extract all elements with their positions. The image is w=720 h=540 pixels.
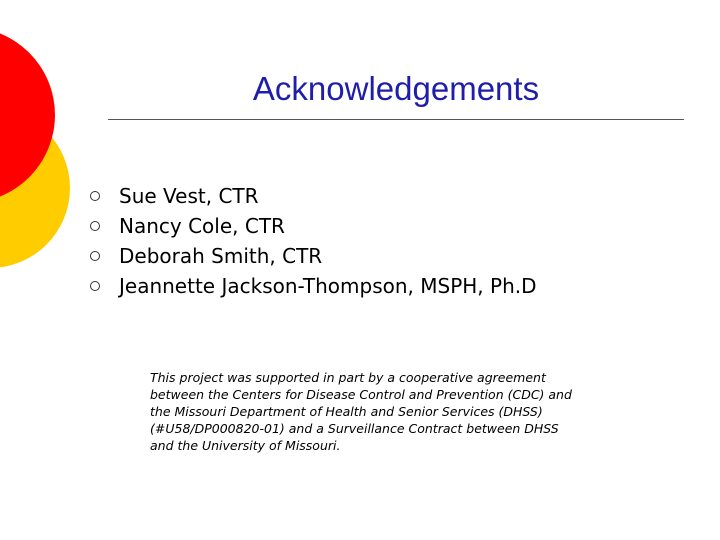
- note-line: and the University of Missouri.: [150, 438, 341, 453]
- note-line: (#U58/DP000820-01) and a Surveillance Contract between DHSS: [150, 421, 559, 436]
- funding-note: [150, 369, 640, 454]
- slide-title: Acknowledgements: [252, 70, 540, 107]
- hollow-bullet-icon: [90, 221, 100, 231]
- list-item-label: Deborah Smith, CTR: [119, 244, 323, 268]
- red-circle: [0, 27, 55, 203]
- note-line: between the Centers for Disease Control and Prevention (CDC) and: [150, 387, 572, 402]
- acknowledgement-list: [90, 181, 537, 301]
- list-item-label: Nancy Cole, CTR: [119, 214, 285, 238]
- hollow-bullet-icon: [90, 251, 100, 261]
- list-item: [90, 271, 537, 301]
- list-item-label: Sue Vest, CTR: [119, 184, 259, 208]
- title-divider: [108, 119, 684, 120]
- hollow-bullet-icon: [90, 191, 100, 201]
- hollow-bullet-icon: [90, 281, 100, 291]
- note-line: the Missouri Department of Health and Senior Services (DHSS): [150, 404, 543, 419]
- list-item-label: Jeannette Jackson-Thompson, MSPH, Ph.D: [119, 274, 537, 298]
- yellow-circle: [0, 108, 70, 268]
- list-item: [90, 181, 537, 211]
- list-item: [90, 211, 537, 241]
- list-item: [90, 241, 537, 271]
- note-line: This project was supported in part by a cooperative agreement: [150, 370, 546, 385]
